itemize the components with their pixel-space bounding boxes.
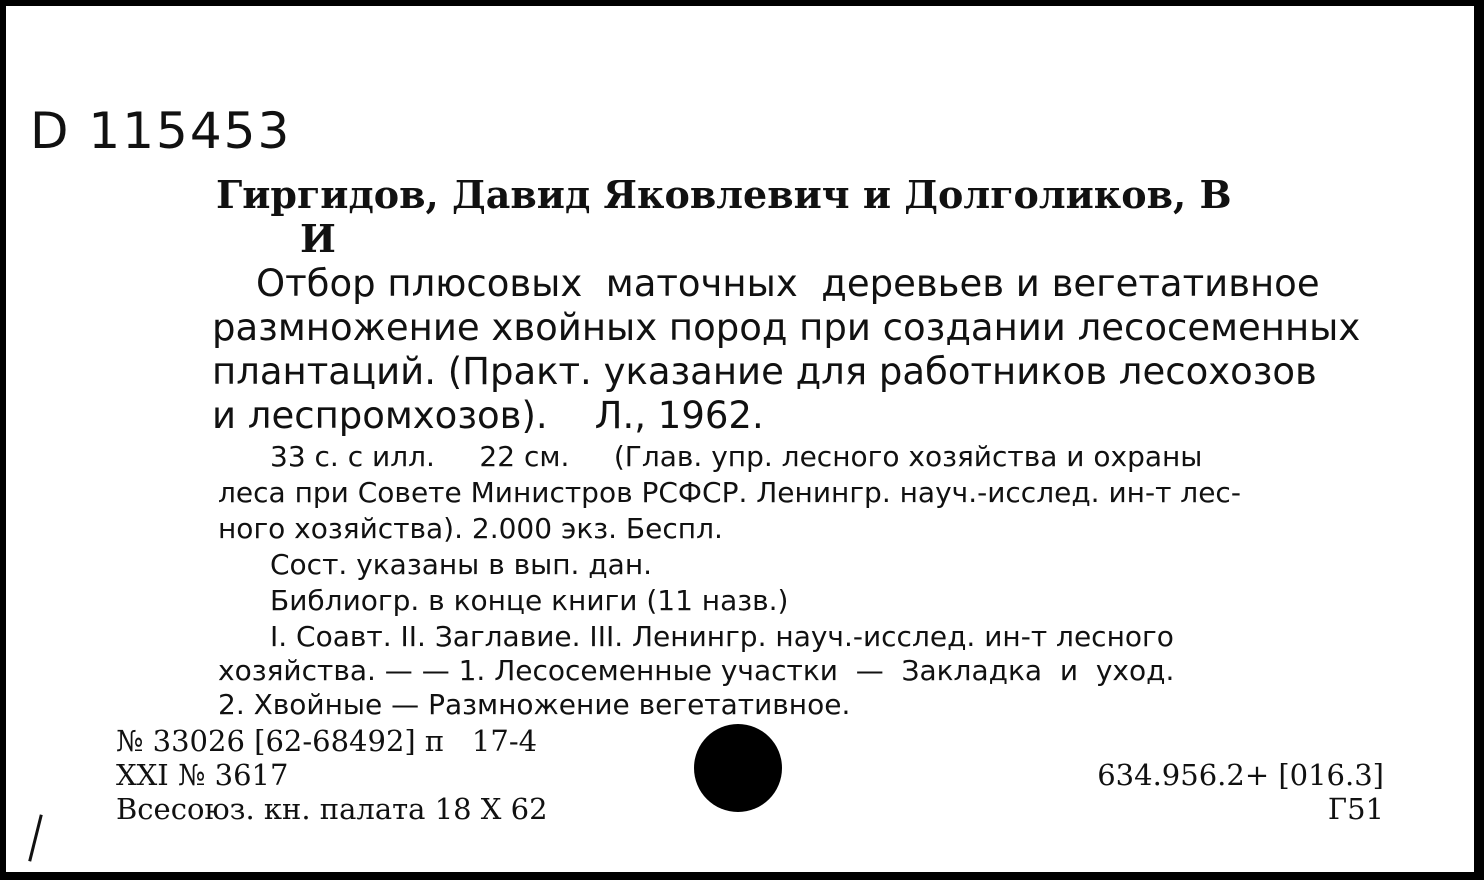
note-line-1: Сост. указаны в вып. дан. <box>270 548 653 581</box>
author-heading: Гиргидов, Давид Яковлевич и Долголиков, В <box>216 172 1232 217</box>
pencil-mark <box>28 814 43 861</box>
title-line-3: плантаций. (Практ. указание для работников лесохозов <box>212 350 1317 393</box>
classification-number: 634.956.2+ [016.3] <box>1097 758 1384 792</box>
title-line-1: Отбор плюсовых маточных деревьев и вегетативное <box>256 262 1320 305</box>
author-mark: Г51 <box>1327 792 1384 826</box>
note-line-2: Библиогр. в конце книги (11 назв.) <box>270 584 789 617</box>
punch-hole <box>694 724 782 812</box>
description-line-2: леса при Совете Министров РСФСР. Ленингр. науч.-исслед. ин-т лес- <box>218 476 1241 509</box>
tracing-line-2: хозяйства. — — 1. Лесосеменные участки — Закладка и уход. <box>218 654 1175 687</box>
description-line-1: 33 с. с илл. 22 см. (Глав. упр. лесного хозяйства и охраны <box>270 440 1203 473</box>
footer-left-line-2: XXI № 3617 <box>116 758 289 792</box>
footer-left-line-3: Всесоюз. кн. палата 18 X 62 <box>116 792 548 826</box>
author-heading-cont: И <box>300 216 336 261</box>
call-number: D 115453 <box>30 102 292 160</box>
title-line-2: размножение хвойных пород при создании лесосеменных <box>212 306 1361 349</box>
tracing-line-1: I. Соавт. II. Заглавие. III. Ленингр. науч.-исслед. ин-т лесного <box>270 620 1174 653</box>
title-line-4: и леспромхозов). Л., 1962. <box>212 394 764 437</box>
catalog-card <box>6 6 1474 872</box>
description-line-3: ного хозяйства). 2.000 экз. Беспл. <box>218 512 723 545</box>
footer-left-line-1: № 33026 [62-68492] п 17-4 <box>116 724 538 758</box>
tracing-line-3: 2. Хвойные — Размножение вегетативное. <box>218 688 851 721</box>
